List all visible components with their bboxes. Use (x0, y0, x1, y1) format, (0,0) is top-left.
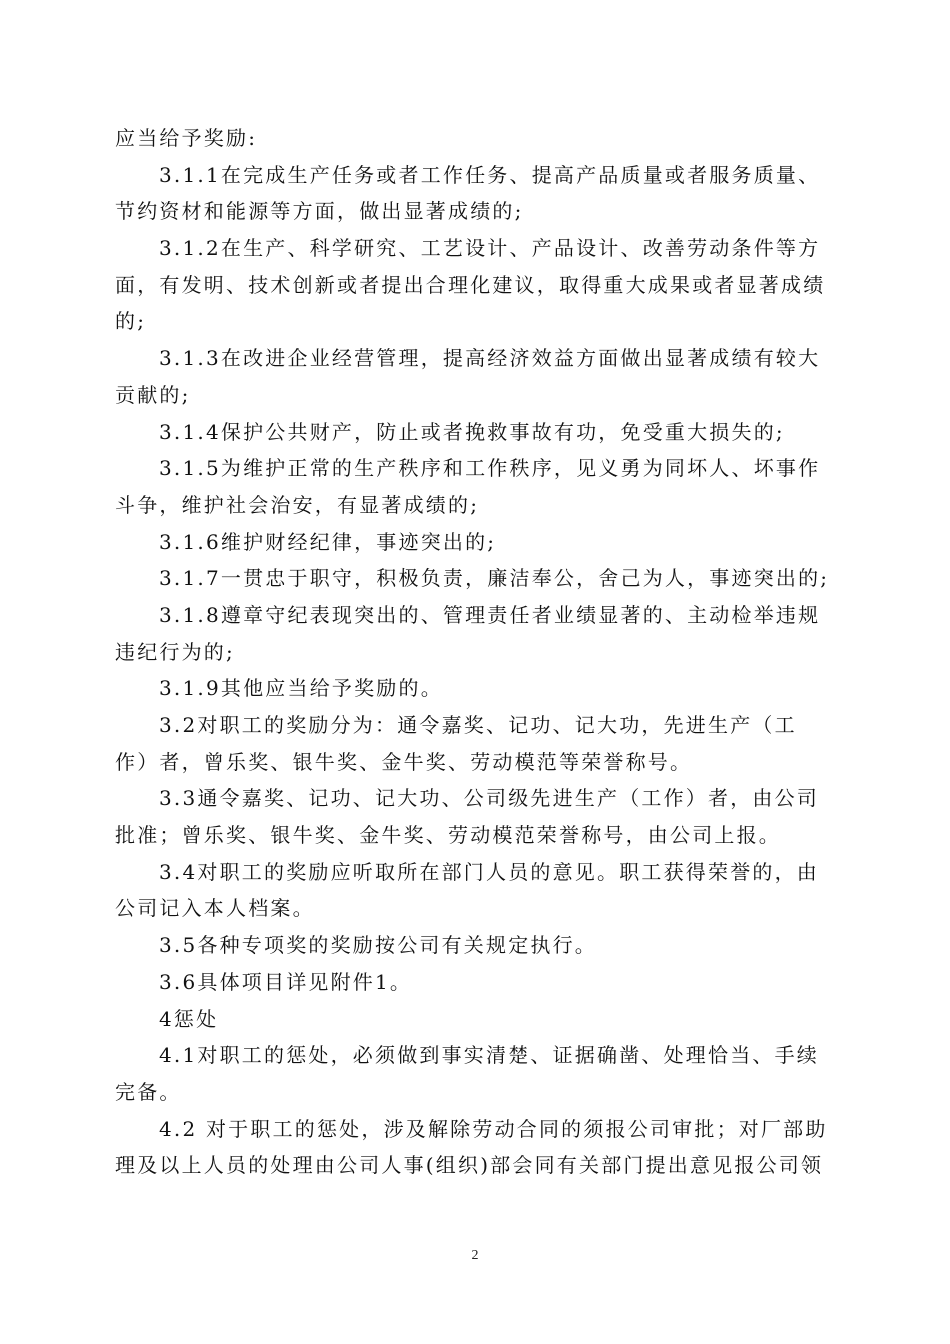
paragraph-3-6: 3.6具体项目详见附件1。 (159, 969, 413, 994)
paragraph-3-1-1: 3.1.1在完成生产任务或者工作任务、提高产品质量或者服务质量、 (159, 162, 821, 187)
document-body (115, 120, 837, 1184)
text-line: 违纪行为的; (115, 639, 235, 664)
paragraph-3-1-7: 3.1.7一贯忠于职守，积极负责，廉洁奉公，舍己为人，事迹突出的; (159, 566, 830, 591)
paragraph-4-1: 4.1对职工的惩处，必须做到事实清楚、证据确凿、处理恰当、手续 (159, 1043, 820, 1068)
paragraph-3-1-6: 3.1.6维护财经纪律，事迹突出的; (159, 529, 497, 554)
text-line: 公司记入本人档案。 (115, 896, 315, 921)
text-line: 应当给予奖励: (115, 126, 258, 150)
paragraph-3-1-4: 3.1.4保护公共财产，防止或者挽救事故有功，免受重大损失的; (159, 419, 785, 444)
text-line: 节约资材和能源等方面，做出显著成绩的; (115, 199, 524, 224)
text-line: 作）者，曾乐奖、银牛奖、金牛奖、劳动模范等荣誉称号。 (115, 749, 693, 774)
text-line: 理及以上人员的处理由公司人事(组织)部会同有关部门提出意见报公司领 (115, 1153, 824, 1178)
text-line: 完备。 (115, 1079, 182, 1104)
paragraph-3-1-3: 3.1.3在改进企业经营管理，提高经济效益方面做出显著成绩有较大 (159, 346, 821, 371)
paragraph-3-3: 3.3通令嘉奖、记功、记大功、公司级先进生产（工作）者，由公司 (159, 786, 820, 811)
paragraph-4-2: 4.2 对于职工的惩处，涉及解除劳动合同的须报公司审批；对厂部助 (159, 1116, 828, 1141)
section-heading-4: 4惩处 (159, 1006, 219, 1031)
text-line: 的; (115, 309, 147, 334)
text-line: 批准；曾乐奖、银牛奖、金牛奖、劳动模范荣誉称号，由公司上报。 (115, 823, 781, 848)
paragraph-3-1-2: 3.1.2在生产、科学研究、工艺设计、产品设计、改善劳动条件等方 (159, 236, 821, 261)
paragraph-3-1-8: 3.1.8遵章守纪表现突出的、管理责任者业绩显著的、主动检举违规 (159, 602, 821, 627)
paragraph-3-4: 3.4对职工的奖励应听取所在部门人员的意见。职工获得荣誉的，由 (159, 859, 820, 884)
text-line: 贡献的; (115, 382, 191, 407)
paragraph-3-1-9: 3.1.9其他应当给予奖励的。 (159, 676, 443, 701)
paragraph-3-2: 3.2对职工的奖励分为：通令嘉奖、记功、记大功，先进生产（工 (159, 713, 797, 737)
paragraph-3-5: 3.5各种专项奖的奖励按公司有关规定执行。 (159, 933, 598, 958)
text-line: 面，有发明、技术创新或者提出合理化建议，取得重大成果或者显著成绩 (115, 272, 826, 297)
text-line: 斗争，维护社会治安，有显著成绩的; (115, 492, 480, 517)
page-number: 2 (471, 1248, 479, 1263)
paragraph-3-1-5: 3.1.5为维护正常的生产秩序和工作秩序，见义勇为同坏人、坏事作 (159, 456, 821, 481)
